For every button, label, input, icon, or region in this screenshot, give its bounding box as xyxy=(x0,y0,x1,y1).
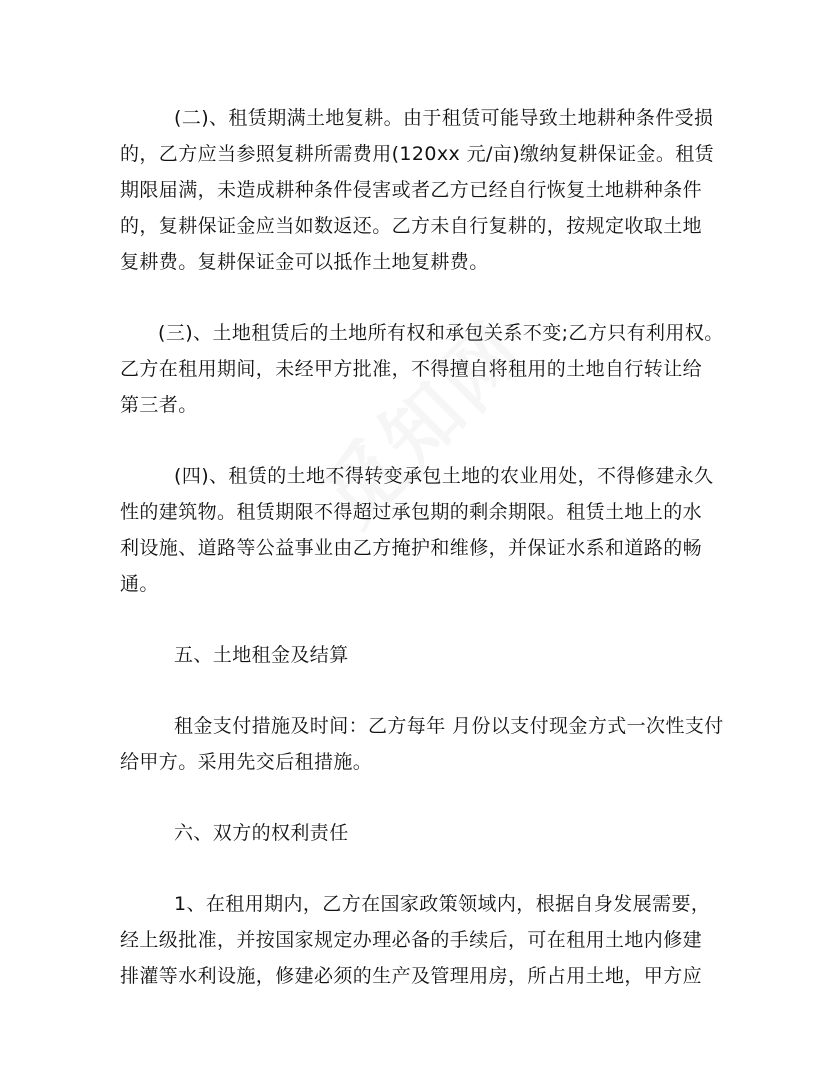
document-body xyxy=(120,100,724,1029)
text-line: 乙方在租用期间，未经甲方批准，不得擅自将租用的土地自行转让给 xyxy=(120,358,703,380)
section-6-heading xyxy=(120,815,720,851)
section-heading: 六、双方的权利责任 xyxy=(174,822,349,844)
text-line: (二)、租赁期满土地复耕。由于租赁可能导致土地耕种条件受损 xyxy=(174,107,714,129)
clause-3-paragraph xyxy=(120,315,724,423)
text-line: 期限届满，未造成耕种条件侵害或者乙方已经自行恢复土地耕种条件 xyxy=(120,179,703,201)
text-line: 1、在租用期内，乙方在国家政策领域内，根据自身发展需要， xyxy=(174,893,711,915)
section-heading: 五、土地租金及结算 xyxy=(174,644,349,666)
text-line: 利设施、道路等公益事业由乙方掩护和维修，并保证水系和道路的畅 xyxy=(120,537,703,559)
text-line: (四)、租赁的土地不得转变承包土地的农业用处，不得修建永久 xyxy=(174,465,714,487)
text-line: (三)、土地租赁后的土地所有权和承包关系不变;乙方只有利用权。 xyxy=(158,322,724,344)
text-line: 复耕费。复耕保证金可以抵作土地复耕费。 xyxy=(120,251,489,273)
text-line: 的，复耕保证金应当如数返还。乙方未自行复耕的，按规定收取土地 xyxy=(120,215,703,237)
clause-2-paragraph xyxy=(120,100,720,280)
text-line: 性的建筑物。租赁期限不得超过承包期的剩余期限。租赁土地上的水 xyxy=(120,501,703,523)
text-line: 通。 xyxy=(120,573,159,595)
text-line: 排灌等水利设施，修建必须的生产及管理用房，所占用土地，甲方应 xyxy=(120,965,703,987)
text-line: 租金支付措施及时间：乙方每年 月份以支付现金方式一次性支付 xyxy=(174,715,724,737)
section-5-body xyxy=(120,708,724,780)
text-line: 的，乙方应当参照复耕所需费用(120xx 元/亩)缴纳复耕保证金。租赁 xyxy=(120,143,715,165)
text-line: 给甲方。采用先交后租措施。 xyxy=(120,751,373,773)
text-line: 经上级批准，并按国家规定办理必备的手续后，可在租用土地内修建 xyxy=(120,929,703,951)
section-5-heading xyxy=(120,637,720,673)
section-6-item-1 xyxy=(120,886,720,994)
clause-4-paragraph xyxy=(120,458,720,602)
text-line: 第三者。 xyxy=(120,394,198,416)
